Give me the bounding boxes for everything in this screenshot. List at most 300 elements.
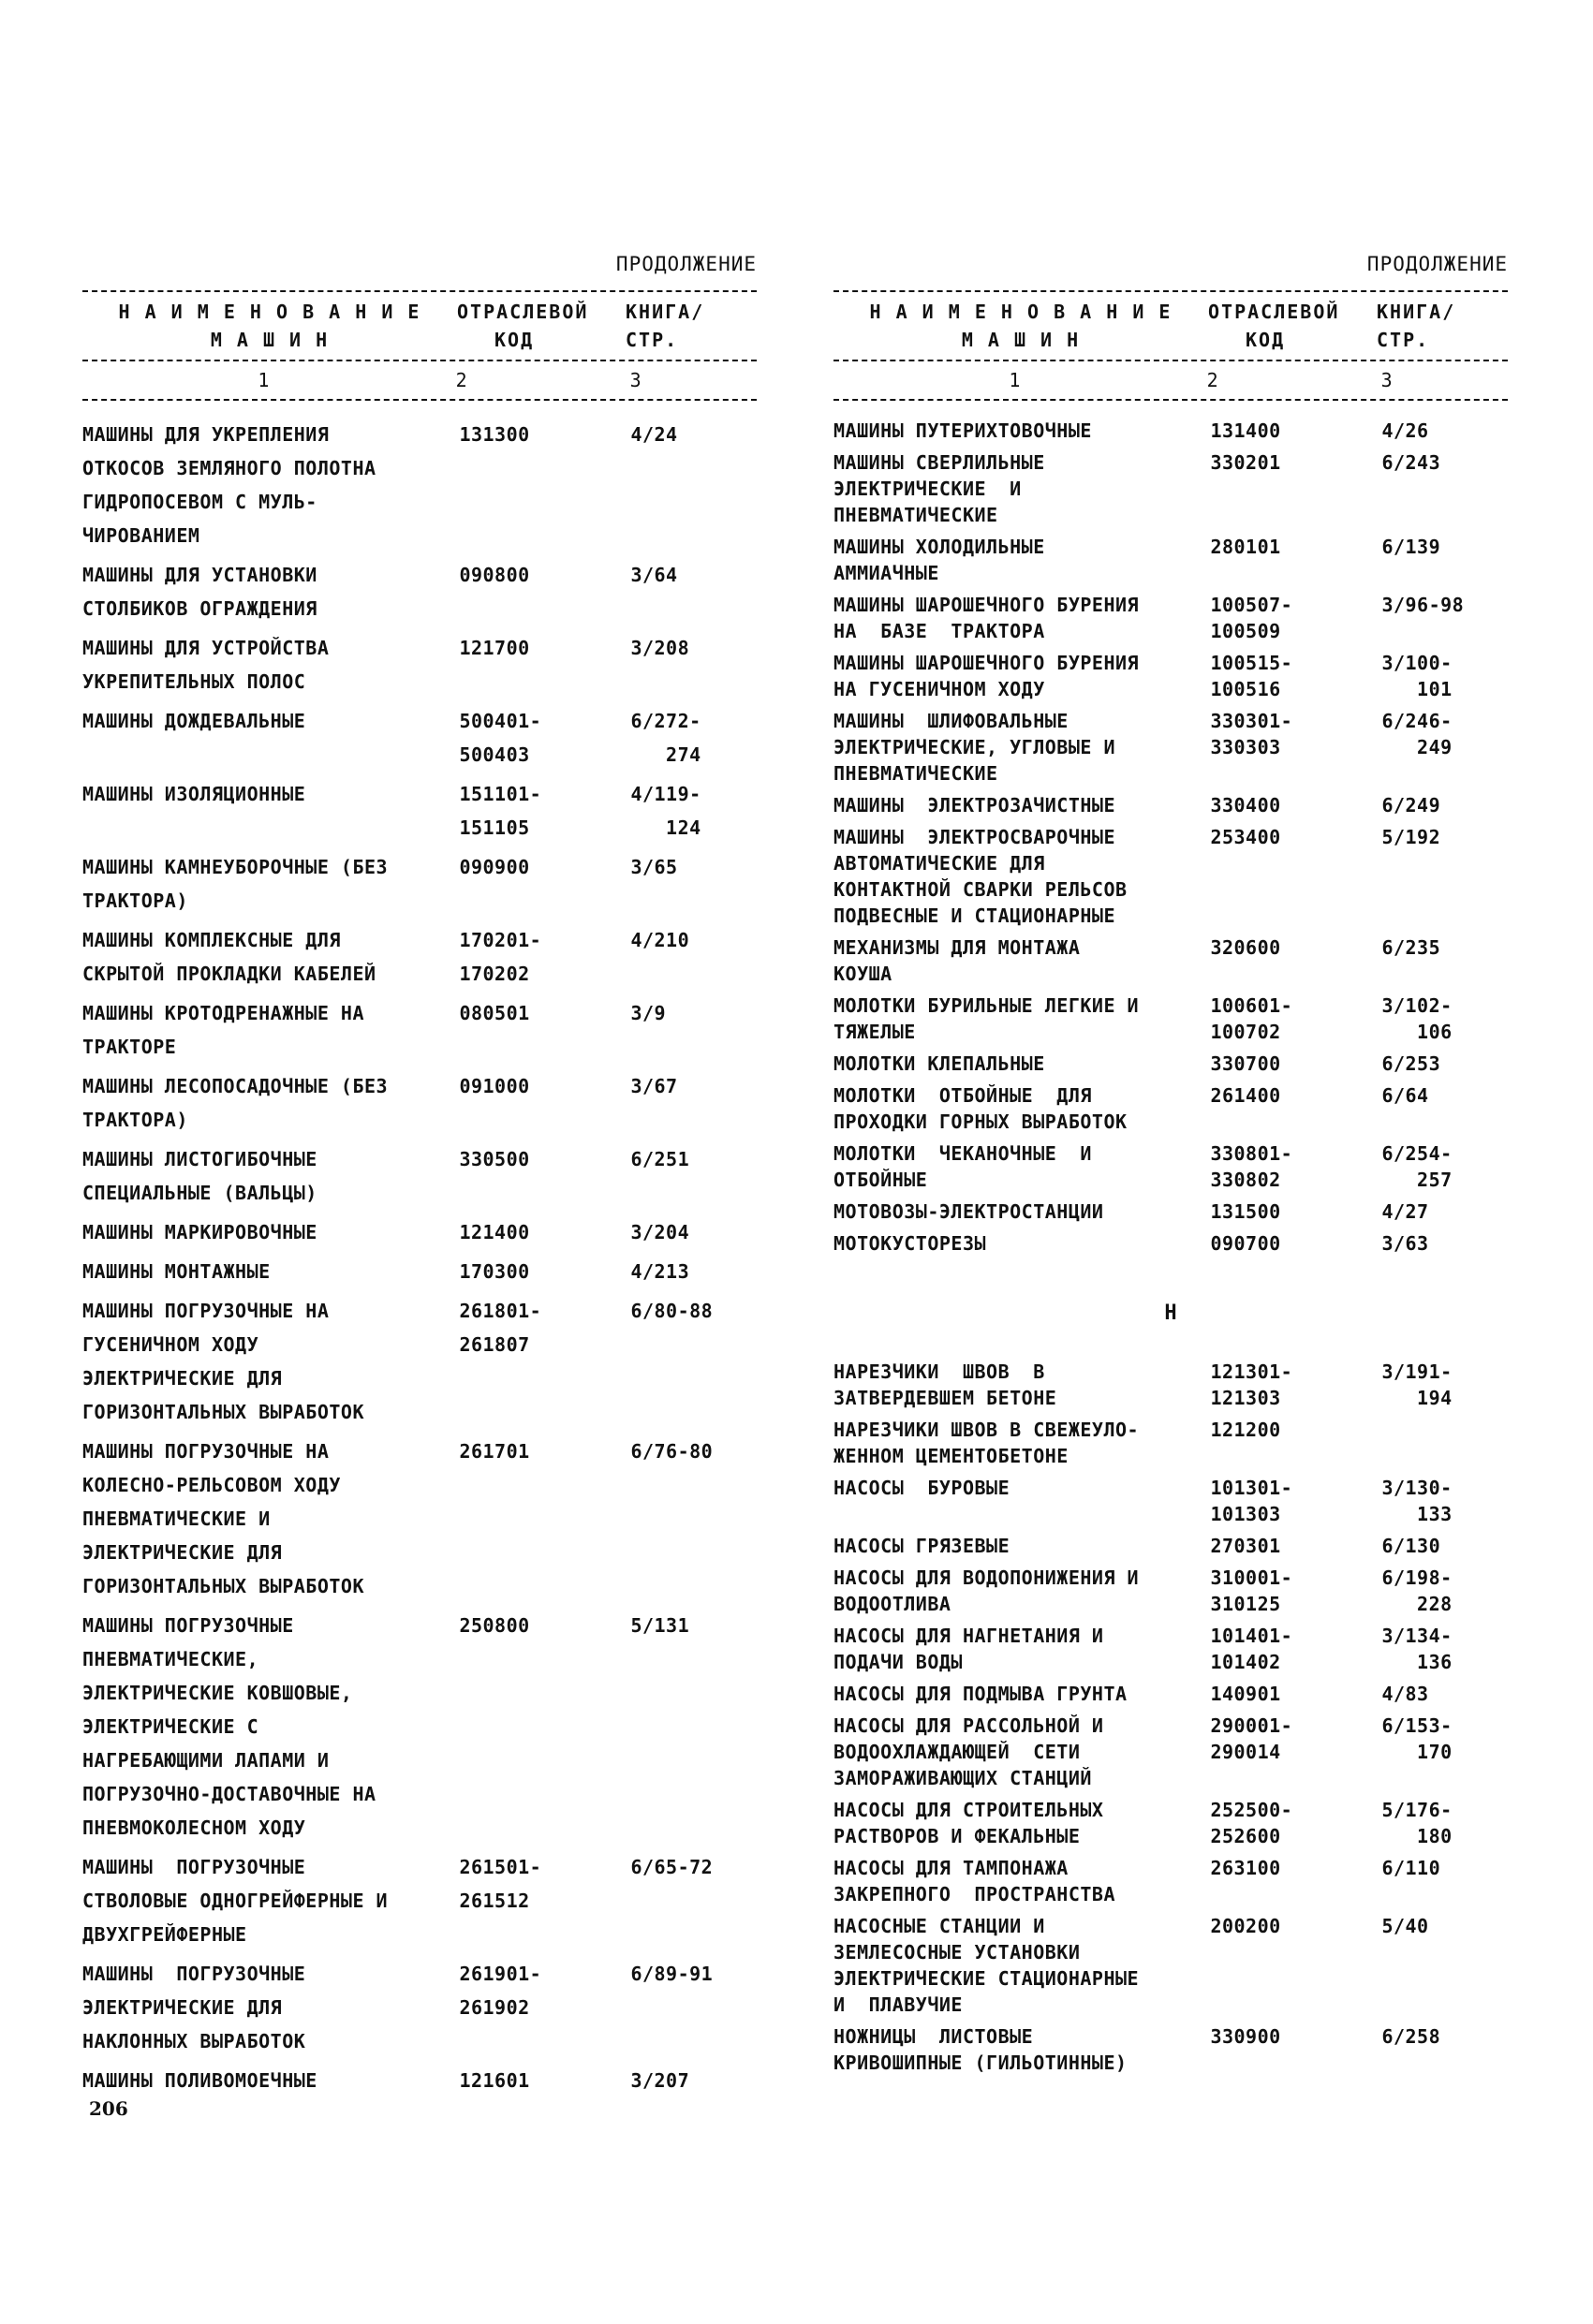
industry-code: 101401- <box>1210 1625 1293 1647</box>
header-book: КНИГА/ <box>1377 301 1456 323</box>
table-row <box>833 449 1508 528</box>
industry-code: 121303 <box>1210 1387 1281 1409</box>
machine-name: МАШИНЫ СВЕРЛИЛЬНЫЕ <box>833 451 1045 474</box>
industry-code: 263100 <box>1210 1857 1281 1879</box>
table-row <box>833 418 1508 444</box>
machine-name-cell <box>82 418 450 552</box>
industry-code-cell <box>1201 792 1372 818</box>
machine-name-cell <box>82 777 450 845</box>
machine-name: ЭЛЕКТРИЧЕСКИЕ ДЛЯ <box>82 1996 283 2019</box>
machine-name: МОЛОТКИ ЧЕКАНОЧНЫЕ И <box>833 1142 1092 1165</box>
colnum-2: 2 <box>1206 369 1218 391</box>
book-page-cell <box>621 1434 757 1603</box>
machine-name: НА БАЗЕ ТРАКТОРА <box>833 620 1045 642</box>
book-page-cell <box>1372 418 1508 444</box>
column-numbers <box>833 361 1508 399</box>
machine-name: ВОДООТЛИВА <box>833 1593 951 1615</box>
book-page: 170 <box>1381 1741 1453 1763</box>
industry-code-cell <box>450 1434 621 1603</box>
machine-name-cell <box>82 1215 450 1249</box>
industry-code: 170300 <box>459 1260 530 1283</box>
machine-name: ПОГРУЗОЧНО-ДОСТАВОЧНЫЕ НА <box>82 1783 376 1805</box>
book-page-cell <box>1372 1713 1508 1791</box>
machine-name-cell <box>833 1533 1201 1559</box>
book-page-cell <box>1372 1797 1508 1849</box>
machine-name: ПНЕВМАТИЧЕСКИЕ <box>833 762 998 785</box>
header-code: ОТРАСЛЕВОЙ <box>1208 301 1340 323</box>
book-page-cell <box>1372 1082 1508 1135</box>
machine-name: МАШИНЫ ПОГРУЗОЧНЫЕ НА <box>82 1300 330 1322</box>
book-page: 4/213 <box>630 1260 690 1283</box>
book-page: 4/24 <box>630 423 678 446</box>
book-page-cell <box>621 1215 757 1249</box>
industry-code: 121601 <box>459 2069 530 2092</box>
machine-name-cell <box>833 534 1201 586</box>
table-row <box>833 1140 1508 1193</box>
machine-name: ПНЕВМОКОЛЕСНОМ ХОДУ <box>82 1817 306 1839</box>
machine-name: АВТОМАТИЧЕСКИЕ ДЛЯ <box>833 852 1045 875</box>
industry-code-cell <box>450 558 621 625</box>
industry-code: 100601- <box>1210 994 1293 1017</box>
industry-code: 170202 <box>459 963 530 985</box>
machine-name-cell <box>833 1913 1201 2018</box>
machine-name: КОНТАКТНОЙ СВАРКИ РЕЛЬСОВ <box>833 878 1128 901</box>
machine-name-cell <box>833 1855 1201 1907</box>
machine-name: НАСОСЫ ДЛЯ ТАМПОНАЖА <box>833 1857 1069 1879</box>
table-row <box>833 934 1508 987</box>
book-page: 4/27 <box>1381 1200 1429 1223</box>
machine-name-cell <box>833 1797 1201 1849</box>
machine-name: ПРОХОДКИ ГОРНЫХ ВЫРАБОТОК <box>833 1111 1128 1133</box>
industry-code: 101402 <box>1210 1651 1281 1673</box>
book-page-cell <box>1372 2023 1508 2076</box>
book-page: 3/9 <box>630 1002 667 1024</box>
machine-name-cell <box>82 1069 450 1137</box>
book-page: 6/198- <box>1381 1566 1453 1589</box>
industry-code-cell <box>450 1609 621 1845</box>
machine-name: МОЛОТКИ КЛЕПАЛЬНЫЕ <box>833 1052 1045 1075</box>
book-page-cell <box>1372 1230 1508 1257</box>
industry-code: 100507- <box>1210 594 1293 616</box>
industry-code-cell <box>450 1069 621 1137</box>
machine-name: КОЛЕСНО-РЕЛЬСОВОМ ХОДУ <box>82 1474 341 1496</box>
table-row <box>833 1359 1508 1411</box>
industry-code: 200200 <box>1210 1915 1281 1937</box>
machine-name-cell <box>833 824 1201 929</box>
book-page: 274 <box>630 743 701 766</box>
machine-name: ПОДВЕСНЫЕ И СТАЦИОНАРНЫЕ <box>833 905 1115 927</box>
machine-name: ЭЛЕКТРИЧЕСКИЕ ДЛЯ <box>82 1367 283 1390</box>
industry-code: 261807 <box>459 1333 530 1356</box>
industry-code-cell <box>1201 650 1372 702</box>
machine-name: ЧИРОВАНИЕМ <box>82 524 200 547</box>
table-row <box>833 1475 1508 1527</box>
book-page: 180 <box>1381 1825 1453 1847</box>
industry-code-cell <box>1201 1051 1372 1077</box>
table-row <box>82 558 757 625</box>
book-page: 5/131 <box>630 1614 690 1637</box>
machine-name: НАСОСЫ ДЛЯ СТРОИТЕЛЬНЫХ <box>833 1799 1104 1821</box>
industry-code: 310001- <box>1210 1566 1293 1589</box>
machine-name: ЭЛЕКТРИЧЕСКИЕ С <box>82 1715 259 1738</box>
book-page-cell <box>621 2064 757 2097</box>
table-row <box>833 1082 1508 1135</box>
machine-name-cell <box>833 1713 1201 1791</box>
industry-code: 330201 <box>1210 451 1281 474</box>
industry-code: 500403 <box>459 743 530 766</box>
machine-name: МОТОКУСТОРЕЗЫ <box>833 1232 987 1255</box>
industry-code: 330400 <box>1210 794 1281 816</box>
industry-code: 261901- <box>459 1963 542 1985</box>
book-page: 6/249 <box>1381 794 1441 816</box>
book-page: 6/235 <box>1381 936 1441 959</box>
table-row <box>82 1215 757 1249</box>
machine-name: МАШИНЫ ИЗОЛЯЦИОННЫЕ <box>82 783 306 805</box>
machine-name-cell <box>833 1475 1201 1527</box>
machine-name: АММИАЧНЫЕ <box>833 562 939 584</box>
machine-name: РАСТВОРОВ И ФЕКАЛЬНЫЕ <box>833 1825 1081 1847</box>
section-letter: Н <box>1164 1302 1177 1325</box>
machine-name: ГИДРОПОСЕВОМ С МУЛЬ- <box>82 491 317 513</box>
machine-name: ГОРИЗОНТАЛЬНЫХ ВЫРАБОТОК <box>82 1401 364 1423</box>
industry-code: 330900 <box>1210 2025 1281 2048</box>
machine-name-cell <box>833 1417 1201 1469</box>
industry-code-cell <box>1201 1359 1372 1411</box>
table-row <box>833 1533 1508 1559</box>
book-page: 3/67 <box>630 1075 678 1097</box>
machine-name: НАСОСЫ ДЛЯ РАССОЛЬНОЙ И <box>833 1714 1104 1737</box>
industry-code-cell <box>1201 1913 1372 2018</box>
industry-code: 330303 <box>1210 736 1281 758</box>
page-number: 206 <box>89 2097 128 2120</box>
book-page-cell <box>1372 1855 1508 1907</box>
book-page-cell <box>1372 1475 1508 1527</box>
book-page: 3/64 <box>630 564 678 586</box>
book-page: 249 <box>1381 736 1453 758</box>
machine-name: МАШИНЫ КАМНЕУБОРОЧНЫЕ (БЕЗ <box>82 856 389 878</box>
table-row <box>833 1713 1508 1791</box>
machine-name-cell <box>82 1294 450 1429</box>
book-page-cell <box>1372 592 1508 644</box>
machine-name: ЭЛЕКТРИЧЕСКИЕ, УГЛОВЫЕ И <box>833 736 1115 758</box>
industry-code: 270301 <box>1210 1535 1281 1557</box>
machine-name: ТРАКТОРА) <box>82 890 188 912</box>
machine-name: ПОДАЧИ ВОДЫ <box>833 1651 963 1673</box>
book-page-cell <box>621 1850 757 1951</box>
book-page: 194 <box>1381 1387 1453 1409</box>
machine-name-cell <box>82 2064 450 2097</box>
industry-code-cell <box>1201 1082 1372 1135</box>
industry-code: 330500 <box>459 1148 530 1170</box>
entry-list <box>82 401 757 2097</box>
machine-name: НАРЕЗЧИКИ ШВОВ В СВЕЖЕУЛО- <box>833 1419 1140 1441</box>
machine-name: НАСОСЫ ДЛЯ ВОДОПОНИЖЕНИЯ И <box>833 1566 1140 1589</box>
machine-name: ЭЛЕКТРИЧЕСКИЕ И <box>833 478 1022 500</box>
book-page-cell <box>621 923 757 991</box>
machine-name: МАШИНЫ ЛИСТОГИБОЧНЫЕ <box>82 1148 317 1170</box>
continuation-label: ПРОДОЛЖЕНИЕ <box>615 253 757 275</box>
table-row <box>82 1255 757 1288</box>
industry-code-cell <box>1201 1533 1372 1559</box>
table-row <box>833 592 1508 644</box>
machine-name: ТРАКТОРЕ <box>82 1036 177 1058</box>
machine-name: ЭЛЕКТРИЧЕСКИЕ ДЛЯ <box>82 1541 283 1564</box>
industry-code-cell <box>450 1294 621 1429</box>
book-page: 6/246- <box>1381 710 1453 732</box>
machine-name: ТРАКТОРА) <box>82 1109 188 1131</box>
machine-name: СКРЫТОЙ ПРОКЛАДКИ КАБЕЛЕЙ <box>82 963 376 985</box>
machine-name: МЕХАНИЗМЫ ДЛЯ МОНТАЖА <box>833 936 1081 959</box>
book-page: 133 <box>1381 1503 1453 1525</box>
industry-code: 100515- <box>1210 652 1293 674</box>
machine-name-cell <box>82 631 450 699</box>
machine-name-cell <box>82 923 450 991</box>
machine-name: МАШИНЫ ПОГРУЗОЧНЫЕ <box>82 1856 306 1878</box>
right-column <box>833 253 1508 2081</box>
book-page: 4/83 <box>1381 1683 1429 1705</box>
machine-name-cell <box>833 993 1201 1045</box>
industry-code-cell <box>450 1957 621 2058</box>
machine-name: МАШИНЫ МОНТАЖНЫЕ <box>82 1260 271 1283</box>
machine-name: НОЖНИЦЫ ЛИСТОВЫЕ <box>833 2025 1034 2048</box>
industry-code-cell <box>1201 1565 1372 1617</box>
machine-name: МАШИНЫ ЛЕСОПОСАДОЧНЫЕ (БЕЗ <box>82 1075 389 1097</box>
table-row <box>833 1565 1508 1617</box>
industry-code: 121400 <box>459 1221 530 1243</box>
industry-code-cell <box>1201 1140 1372 1193</box>
machine-name: НАСОСЫ ДЛЯ НАГНЕТАНИЯ И <box>833 1625 1104 1647</box>
industry-code: 140901 <box>1210 1683 1281 1705</box>
book-page-cell <box>621 996 757 1064</box>
book-page: 5/176- <box>1381 1799 1453 1821</box>
book-page-cell <box>621 558 757 625</box>
table-header <box>82 292 757 360</box>
book-page: 3/130- <box>1381 1477 1453 1499</box>
machine-name: НАСОСНЫЕ СТАНЦИИ И <box>833 1915 1045 1937</box>
book-page-cell <box>1372 534 1508 586</box>
book-page: 3/102- <box>1381 994 1453 1017</box>
machine-name: НАСОСЫ БУРОВЫЕ <box>833 1477 1010 1499</box>
industry-code: 090700 <box>1210 1232 1281 1255</box>
machine-name: НА ГУСЕНИЧНОМ ХОДУ <box>833 678 1045 700</box>
industry-code-cell <box>1201 1199 1372 1225</box>
book-page: 6/64 <box>1381 1084 1429 1107</box>
machine-name: КОУША <box>833 963 892 985</box>
book-page-cell <box>1372 934 1508 987</box>
machine-name-cell <box>833 2023 1201 2076</box>
machine-name: ВОДООХЛАЖДАЮЩЕЙ СЕТИ <box>833 1741 1081 1763</box>
table-row <box>833 708 1508 787</box>
book-page: 6/243 <box>1381 451 1441 474</box>
machine-name-cell <box>833 592 1201 644</box>
machine-name: ОТБОЙНЫЕ <box>833 1169 928 1191</box>
machine-name-cell <box>833 1359 1201 1411</box>
machine-name: МАШИНЫ ПОГРУЗОЧНЫЕ <box>82 1963 306 1985</box>
machine-name: ЖЕННОМ ЦЕМЕНТОБЕТОНЕ <box>833 1445 1069 1467</box>
book-page-cell <box>621 704 757 772</box>
industry-code: 091000 <box>459 1075 530 1097</box>
industry-code-cell <box>1201 708 1372 787</box>
machine-name-cell <box>833 1082 1201 1135</box>
book-page-cell <box>1372 1623 1508 1675</box>
colnum-2: 2 <box>455 369 467 391</box>
table-row <box>82 1609 757 1845</box>
industry-code-cell <box>1201 934 1372 987</box>
book-page-cell <box>621 850 757 918</box>
machine-name: МАШИНЫ ХОЛОДИЛЬНЫЕ <box>833 536 1045 558</box>
table-row <box>833 1623 1508 1675</box>
industry-code: 090900 <box>459 856 530 878</box>
book-page: 106 <box>1381 1021 1453 1043</box>
table-row <box>833 1417 1508 1469</box>
industry-code-cell <box>1201 1713 1372 1791</box>
industry-code: 131400 <box>1210 419 1281 442</box>
table-row <box>833 792 1508 818</box>
machine-name: МАШИНЫ ДЛЯ УКРЕПЛЕНИЯ <box>82 423 330 446</box>
book-page: 3/204 <box>630 1221 690 1243</box>
book-page-cell <box>1372 650 1508 702</box>
industry-code-cell <box>450 996 621 1064</box>
colnum-3: 3 <box>629 369 642 391</box>
machine-name: ЭЛЕКТРИЧЕСКИЕ КОВШОВЫЕ, <box>82 1682 353 1704</box>
industry-code: 330802 <box>1210 1169 1281 1191</box>
book-page-cell <box>1372 993 1508 1045</box>
industry-code: 121301- <box>1210 1361 1293 1383</box>
machine-name: НАРЕЗЧИКИ ШВОВ В <box>833 1361 1045 1383</box>
header-name-sub: М А Ш И Н <box>210 329 330 351</box>
industry-code-cell <box>1201 592 1372 644</box>
industry-code-cell <box>1201 1797 1372 1849</box>
table-row <box>833 1855 1508 1907</box>
header-name: Н А И М Е Н О В А Н И Е <box>869 301 1173 323</box>
industry-code: 330801- <box>1210 1142 1293 1165</box>
machine-name: МАШИНЫ ШАРОШЕЧНОГО БУРЕНИЯ <box>833 594 1140 616</box>
book-page: 5/192 <box>1381 826 1441 848</box>
book-page: 6/80-88 <box>630 1300 714 1322</box>
book-page-cell <box>1372 1913 1508 2018</box>
book-page: 257 <box>1381 1169 1453 1191</box>
industry-code: 261400 <box>1210 1084 1281 1107</box>
machine-name: СТОЛБИКОВ ОГРАЖДЕНИЯ <box>82 597 317 620</box>
industry-code: 261801- <box>459 1300 542 1322</box>
industry-code-cell <box>450 1255 621 1288</box>
industry-code-cell <box>450 923 621 991</box>
industry-code: 151105 <box>459 816 530 839</box>
industry-code: 261701 <box>459 1440 530 1463</box>
machine-name: УКРЕПИТЕЛЬНЫХ ПОЛОС <box>82 670 306 693</box>
book-page-cell <box>1372 708 1508 787</box>
machine-name-cell <box>833 449 1201 528</box>
table-row <box>833 993 1508 1045</box>
book-page: 228 <box>1381 1593 1453 1615</box>
entry-list-n <box>833 1359 1508 2076</box>
industry-code-cell <box>450 777 621 845</box>
header-book: КНИГА/ <box>626 301 705 323</box>
book-page: 6/251 <box>630 1148 690 1170</box>
book-page-cell <box>621 1609 757 1845</box>
header-code-sub: КОД <box>494 329 535 351</box>
machine-name: ЗЕМЛЕСОСНЫЕ УСТАНОВКИ <box>833 1941 1081 1964</box>
book-page-cell <box>1372 1417 1508 1469</box>
machine-name: СПЕЦИАЛЬНЫЕ (ВАЛЬЦЫ) <box>82 1182 317 1204</box>
industry-code: 101301- <box>1210 1477 1293 1499</box>
machine-name: КРИВОШИПНЫЕ (ГИЛЬОТИННЫЕ) <box>833 2052 1128 2074</box>
industry-code-cell <box>1201 993 1372 1045</box>
book-page: 6/253 <box>1381 1052 1441 1075</box>
table-header <box>833 292 1508 360</box>
machine-name: НАСОСЫ ДЛЯ ПОДМЫВА ГРУНТА <box>833 1683 1128 1705</box>
machine-name: МАШИНЫ ПОГРУЗОЧНЫЕ НА <box>82 1440 330 1463</box>
machine-name: ЗАТВЕРДЕВШЕМ БЕТОНЕ <box>833 1387 1057 1409</box>
industry-code: 261512 <box>459 1890 530 1912</box>
book-page: 6/139 <box>1381 536 1441 558</box>
machine-name-cell <box>833 1230 1201 1257</box>
book-page: 6/76-80 <box>630 1440 714 1463</box>
table-row <box>82 1142 757 1210</box>
table-row <box>833 2023 1508 2076</box>
book-page-cell <box>621 418 757 552</box>
colnum-3: 3 <box>1380 369 1393 391</box>
machine-name-cell <box>833 1051 1201 1077</box>
industry-code: 100702 <box>1210 1021 1281 1043</box>
industry-code-cell <box>1201 1623 1372 1675</box>
book-page: 3/134- <box>1381 1625 1453 1647</box>
industry-code: 310125 <box>1210 1593 1281 1615</box>
machine-name: ГОРИЗОНТАЛЬНЫХ ВЫРАБОТОК <box>82 1575 364 1597</box>
industry-code-cell <box>1201 534 1372 586</box>
industry-code: 330301- <box>1210 710 1293 732</box>
book-page: 6/89-91 <box>630 1963 714 1985</box>
book-page-cell <box>1372 1533 1508 1559</box>
machine-name-cell <box>82 850 450 918</box>
book-page: 101 <box>1381 678 1453 700</box>
table-row <box>82 1069 757 1137</box>
machine-name-cell <box>833 418 1201 444</box>
machine-name-cell <box>833 792 1201 818</box>
header-book-sub: СТР. <box>626 329 679 351</box>
machine-name: ДВУХГРЕЙФЕРНЫЕ <box>82 1923 247 1946</box>
table-row <box>833 1199 1508 1225</box>
machine-name-cell <box>833 1565 1201 1617</box>
colnum-1: 1 <box>258 369 270 391</box>
book-page: 3/191- <box>1381 1361 1453 1383</box>
industry-code-cell <box>450 850 621 918</box>
book-page-cell <box>1372 1565 1508 1617</box>
table-row <box>833 1913 1508 2018</box>
table-row <box>833 1051 1508 1077</box>
book-page-cell <box>621 777 757 845</box>
book-page-cell <box>621 631 757 699</box>
header-book-sub: СТР. <box>1377 329 1430 351</box>
table-row <box>833 824 1508 929</box>
machine-name: ОТКОСОВ ЗЕМЛЯНОГО ПОЛОТНА <box>82 457 376 479</box>
table-row <box>82 631 757 699</box>
table-row <box>833 1681 1508 1707</box>
book-page: 6/110 <box>1381 1857 1441 1879</box>
book-page: 3/208 <box>630 637 690 659</box>
column-numbers <box>82 361 757 399</box>
industry-code: 101303 <box>1210 1503 1281 1525</box>
industry-code: 261501- <box>459 1856 542 1878</box>
industry-code-cell <box>450 1215 621 1249</box>
machine-name-cell <box>833 708 1201 787</box>
industry-code: 290001- <box>1210 1714 1293 1737</box>
industry-code-cell <box>1201 1681 1372 1707</box>
machine-name: МОЛОТКИ БУРИЛЬНЫЕ ЛЕГКИЕ И <box>833 994 1140 1017</box>
machine-name: МАШИНЫ ЭЛЕКТРОЗАЧИСТНЫЕ <box>833 794 1115 816</box>
book-page: 4/119- <box>630 783 701 805</box>
machine-name: ЭЛЕКТРИЧЕСКИЕ СТАЦИОНАРНЫЕ <box>833 1967 1140 1990</box>
